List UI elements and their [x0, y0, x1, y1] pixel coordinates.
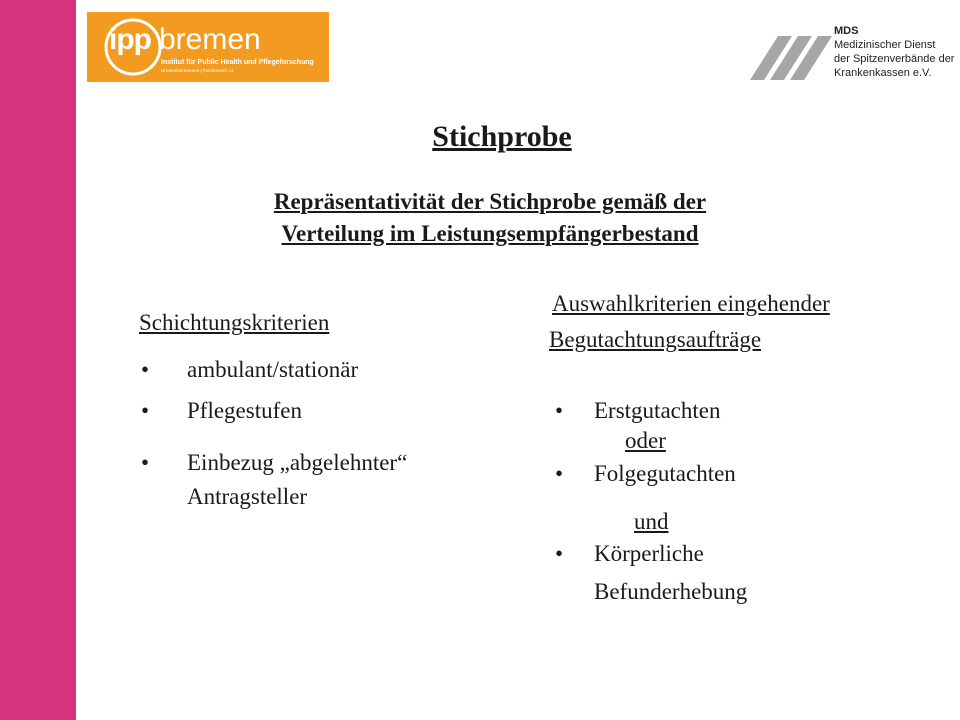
subtitle-line: Repräsentativität der Stichprobe gemäß der — [273, 189, 707, 214]
mds-logo-line: der Spitzenverbände der — [834, 53, 955, 65]
mds-logo-line: Krankenkassen e.V. — [834, 67, 932, 79]
slide-title: Stichprobe — [432, 120, 572, 153]
bullet-marker: • — [555, 398, 564, 423]
list-item: Einbezug „abgelehnter“ — [187, 450, 408, 475]
list-item: ambulant/stationär — [187, 357, 359, 382]
right-column-heading-line: Begutachtungsaufträge — [549, 327, 762, 352]
list-item: Erstgutachten — [594, 398, 721, 423]
connector-und: und — [634, 509, 669, 534]
left-column-heading: Schichtungskriterien — [139, 310, 330, 335]
mds-stripes-icon — [748, 24, 832, 88]
mds-logo — [748, 24, 954, 88]
right-column-heading-line: Auswahlkriterien eingehender — [552, 291, 830, 316]
ipp-logo-city: bremen — [159, 23, 261, 56]
subtitle-line: Verteilung im Leistungsempfängerbestand — [281, 221, 699, 246]
list-item: Pflegestufen — [187, 398, 302, 423]
bullet-marker: • — [141, 450, 150, 475]
bullet-marker: • — [141, 357, 150, 382]
ipp-logo-small-line: Universität Bremen | Fachbereich 11 — [161, 68, 234, 73]
mds-logo-line: Medizinischer Dienst — [834, 39, 936, 51]
list-item-continuation: Antragsteller — [187, 484, 308, 509]
bullet-marker: • — [555, 461, 564, 486]
list-item: Folgegutachten — [594, 461, 736, 486]
ipp-logo-subtitle: Institut für Public Health und Pflegeforschung — [161, 59, 314, 66]
list-item-continuation: Befunderhebung — [594, 579, 748, 604]
ipp-bremen-logo — [87, 12, 329, 82]
bullet-marker: • — [141, 398, 150, 423]
bullet-marker: • — [555, 541, 564, 566]
connector-oder: oder — [625, 428, 666, 453]
mds-logo-text — [834, 24, 954, 80]
mds-logo-line: MDS — [834, 25, 859, 37]
side-accent-bar — [0, 0, 76, 720]
list-item: Körperliche — [594, 541, 704, 566]
slide-subtitle — [160, 186, 820, 250]
ipp-logo-mark: ipp — [109, 23, 151, 56]
